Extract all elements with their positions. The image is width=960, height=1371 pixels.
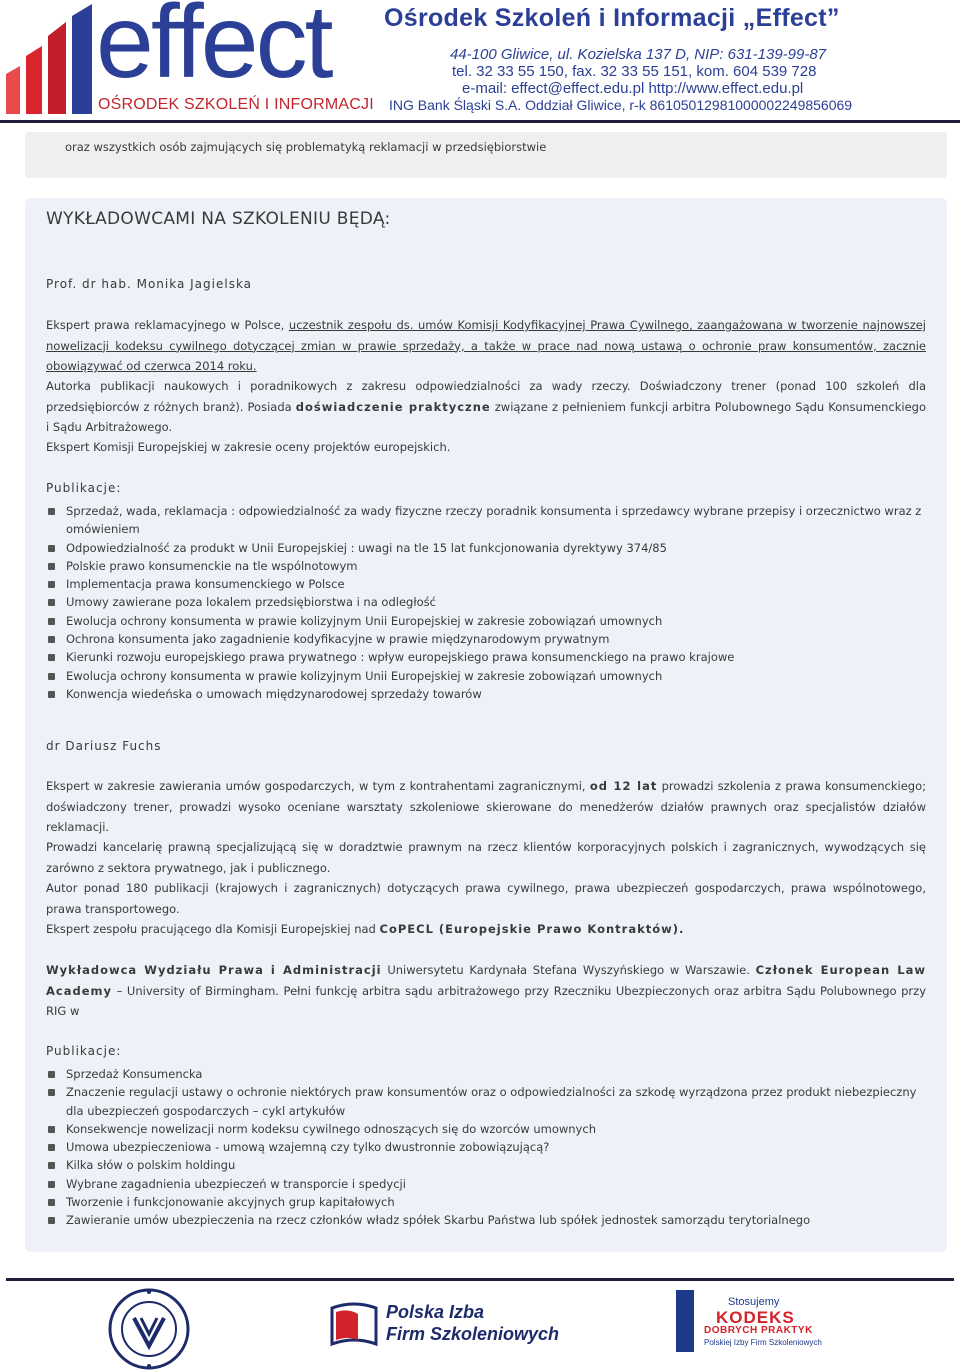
lecturer2-publications-heading: Publikacje: xyxy=(46,1044,122,1058)
bio-bold-text: Członek European Law Academy xyxy=(46,963,926,998)
header-divider xyxy=(0,120,960,123)
bio-underlined-text: uczestnik zespołu ds. umów Komisji Kodyfikacyjnej Prawa Cywilnego, zaangażowana w tworzenie najnowszej nowelizacji kodeksu cywilnego dotyczącej zmian w prawie sprzedaży, a także w prace nad nową ustawą o ochronie praw konsumentów, zacznie obowiązywać od czerwca 2014 roku. xyxy=(46,318,926,373)
lecturer2-bio-p3: Autor ponad 180 publikacji (krajowych i zagranicznych) dotyczących prawa cywilnego, prawa ubezpieczeń gospodarczych, prawa wspólnotowego, prawa transportowego. xyxy=(46,881,926,916)
bio-text: – University of Birmingham. Pełni funkcję arbitra sądu arbitrażowego przy Rzeczniku Ubezpieczonych oraz arbitra Sądu Polubownego przy RIG w xyxy=(46,983,926,1018)
list-item: Kilka słów o polskim holdingu xyxy=(46,1156,926,1174)
list-item: Ewolucja ochrony konsumenta w prawie kolizyjnym Unii Europejskiej w zakresie zobowiązań umownych xyxy=(46,612,926,630)
list-item: Konwencja wiedeńska o umowach międzynarodowej sprzedaży towarów xyxy=(46,685,926,703)
list-item: Umowa ubezpieczeniowa - umową wzajemną czy tylko dwustronnie zobowiązującą? xyxy=(46,1138,926,1156)
list-item: Implementacja prawa konsumenckiego w Polsce xyxy=(46,575,926,593)
kodeks-bottom-text: Polskiej Izby Firm Szkoleniowych xyxy=(704,1338,822,1347)
list-item: Ochrona konsumenta jako zagadnienie kodyfikacyjne w prawie międzynarodowym prywatnym xyxy=(46,630,926,648)
kodeks-side-flag xyxy=(676,1290,694,1352)
lecturer1-publications-heading: Publikacje: xyxy=(46,481,122,495)
pifs-book-icon xyxy=(328,1300,380,1348)
kodeks-main-text: KODEKS xyxy=(716,1308,795,1327)
kodeks-mid-text: DOBRYCH PRAKTYK xyxy=(704,1325,813,1336)
lecturer1-bio-p3: Ekspert Komisji Europejskiej w zakresie oceny projektów europejskich. xyxy=(46,440,451,454)
list-item: Wybrane zagadnienia ubezpieczeń w transporcie i spedycji xyxy=(46,1175,926,1193)
lecturer2-bio-p4 xyxy=(46,919,926,940)
list-item: Polskie prawo konsumenckie na tle wspólnotowym xyxy=(46,557,926,575)
list-item: Konsekwencje nowelizacji norm kodeksu cywilnego odnoszących się do wzorców umownych xyxy=(46,1120,926,1138)
bio-text: związane z pełnieniem funkcji arbitra Polubownego Sądu Konsumenckiego i Sądu Arbitrażowego. xyxy=(46,399,926,434)
bio-text: prowadzi szkolenia z prawa konsumenckiego; doświadczony trener, prowadzi wysoko oceniane warsztaty szkoleniowe skierowane do menedżerów działów prawnych oraz specjalistów działów reklamacji. xyxy=(46,779,927,834)
bio-text: Ekspert zespołu pracującego dla Komisji Europejskiej nad xyxy=(46,922,380,936)
list-item: Umowy zawierane poza lokalem przedsiębiorstwa i na odległość xyxy=(46,593,926,611)
lecturers-panel xyxy=(25,198,947,1252)
bio-bold-text: doświadczenie praktyczne xyxy=(295,399,491,414)
lecturer1-publications-list xyxy=(46,502,926,703)
lecturer2-bio-p5 xyxy=(46,960,926,1022)
list-item: Tworzenie i funkcjonowanie akcyjnych grup kapitałowych xyxy=(46,1193,926,1211)
pifs-logo xyxy=(328,1296,560,1352)
lecturer-name-jagielska: Prof. dr hab. Monika Jagielska xyxy=(46,277,253,291)
company-address: 44-100 Gliwice, ul. Kozielska 137 D, NIP: 631-139-99-87 xyxy=(450,46,827,63)
effect-logo-subtitle: OŚRODEK SZKOLEŃ I INFORMACJI xyxy=(98,96,374,113)
list-item: Zawieranie umów ubezpieczenia na rzecz członków władz spółek Skarbu Państwa lub spółek jednostek samorządu terytorialnego xyxy=(46,1211,926,1229)
pifs-name-line1: Polska Izba xyxy=(386,1302,485,1322)
bio-bold-text: od 12 lat xyxy=(589,779,658,793)
lecturer1-bio-p1 xyxy=(46,315,926,377)
kodeks-top-text: Stosujemy xyxy=(728,1296,780,1308)
section-title: WYKŁADOWCAMI NA SZKOLENIU BĘDĄ: xyxy=(46,209,391,229)
intro-panel xyxy=(25,132,947,178)
company-name: Ośrodek Szkoleń i Informacji „Effect” xyxy=(384,4,840,32)
lecturer2-bio-p1 xyxy=(46,776,926,838)
bio-text: Autorka publikacji naukowych i poradnikowych z zakresu odpowiedzialności za wady rzeczy. Doświadczony trener (ponad 100 szkoleń dla przedsiębiorców z różnych branż). Posiada xyxy=(46,379,926,414)
company-contact-web[interactable]: e-mail: effect@effect.edu.pl http://www.effect.edu.pl xyxy=(462,80,804,97)
list-item: Odpowiedzialność za produkt w Unii Europejskiej : uwagi na tle 15 lat funkcjonowania dyrektywy 374/85 xyxy=(46,539,926,557)
bio-text: Ekspert prawa reklamacyjnego w Polsce, xyxy=(46,318,289,332)
effect-logo-word: effect xyxy=(96,0,331,100)
footer-divider xyxy=(6,1278,954,1281)
effect-logo-bars-icon xyxy=(4,4,94,116)
bio-text: Uniwersytetu Kardynała Stefana Wyszyńskiego w Warszawie. xyxy=(381,963,756,977)
intro-line: oraz wszystkich osób zajmujących się problematyką reklamacji w przedsiębiorstwie xyxy=(65,140,547,154)
pifs-name-line2: Firm Szkoleniowych xyxy=(386,1324,560,1344)
udt-cert-seal-icon xyxy=(108,1288,190,1370)
letterhead xyxy=(0,0,960,124)
list-item: Znaczenie regulacji ustawy o ochronie niektórych praw konsumentów oraz o odpowiedzialności za szkodę wyrządzona przez produkt niebezpieczny dla ubezpieczeń gospodarczych – cykl artykułów xyxy=(46,1083,926,1120)
company-bank-account: ING Bank Śląski S.A. Oddział Gliwice, r-k 86105012981000002249856069 xyxy=(389,97,853,113)
kodeks-dobrych-praktyk-logo xyxy=(676,1290,826,1354)
list-item: Sprzedaż, wada, reklamacja : odpowiedzialność za wady fizyczne rzeczy poradnik konsumenta i sprzedawcy wybrane przepisy i orzecznictwo wraz z omówieniem xyxy=(46,502,926,539)
lecturer-name-fuchs: dr Dariusz Fuchs xyxy=(46,739,162,753)
lecturer2-bio-p2: Prowadzi kancelarię prawną specjalizującą się w doradztwie prawnym na rzecz klientów korporacyjnych polskich i zagranicznych, wywodzących się zarówno z sektora prywatnego, jak i publicznego. xyxy=(46,840,926,875)
lecturer2-publications-list xyxy=(46,1065,926,1230)
company-phone: tel. 32 33 55 150, fax. 32 33 55 151, kom. 604 539 728 xyxy=(452,63,817,80)
bio-text: Ekspert w zakresie zawierania umów gospodarczych, w tym z kontrahentami zagranicznymi, xyxy=(46,779,590,793)
lecturer1-bio-p2 xyxy=(46,376,926,438)
list-item: Sprzedaż Konsumencka xyxy=(46,1065,926,1083)
bio-bold-text: Wykładowca Wydziału Prawa i Administracji xyxy=(46,963,382,977)
list-item: Kierunki rozwoju europejskiego prawa prywatnego : wpływ europejskiego prawa konsumenckiego na prawo krajowe xyxy=(46,648,926,666)
bio-bold-text: CoPECL (Europejskie Prawo Kontraktów). xyxy=(379,922,685,936)
list-item: Ewolucja ochrony konsumenta w prawie kolizyjnym Unii Europejskiej w zakresie zobowiązań umownych xyxy=(46,667,926,685)
